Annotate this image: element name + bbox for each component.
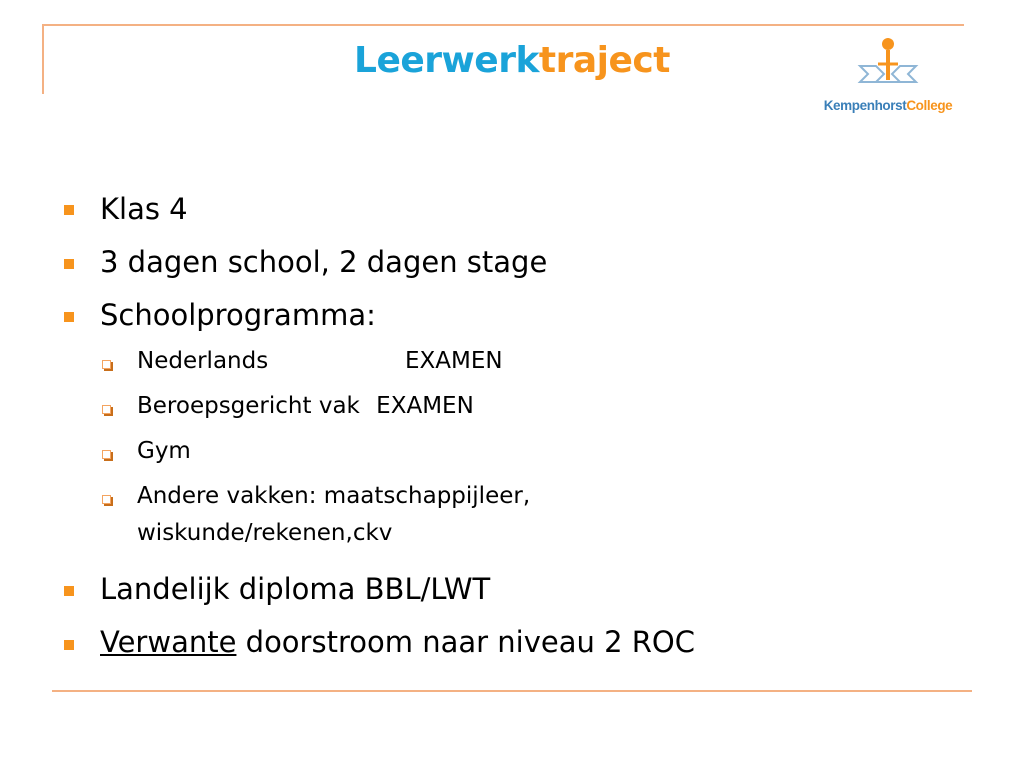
bottom-divider-line — [52, 690, 972, 692]
kempenhorst-logo — [808, 36, 968, 122]
bullet-item — [100, 625, 695, 659]
subject-label: Beroepsgericht vak — [137, 393, 360, 419]
sub-bullet-checkbox-icon — [102, 360, 111, 369]
sub-bullet-item — [137, 348, 503, 374]
sub-bullet-item-line-1: Andere vakken: maatschappijleer, — [137, 483, 531, 509]
title-part-2: traject — [538, 40, 670, 81]
exam-tag: EXAMEN — [376, 393, 474, 419]
logo-figure-icon — [854, 36, 922, 96]
exam-tag: EXAMEN — [405, 348, 503, 374]
bullet-item: Landelijk diploma BBL/LWT — [100, 572, 491, 606]
sub-bullet-item-line-2: wiskunde/rekenen,ckv — [137, 520, 393, 546]
underlined-word: Verwante — [100, 625, 237, 659]
bullet-item: Schoolprogramma: — [100, 298, 376, 332]
logo-name-part-2: College — [906, 98, 953, 113]
sub-bullet-checkbox-icon — [102, 450, 111, 459]
bullet-square-icon — [64, 586, 74, 596]
bullet-square-icon — [64, 205, 74, 215]
sub-bullet-checkbox-icon — [102, 405, 111, 414]
bullet-square-icon — [64, 259, 74, 269]
subject-label: Nederlands — [137, 348, 269, 374]
logo-wordmark — [808, 98, 968, 113]
title-part-1: Leerwerk — [354, 40, 539, 81]
logo-name-part-1: Kempenhorst — [823, 98, 907, 113]
bullet-square-icon — [64, 312, 74, 322]
top-divider-line — [42, 24, 964, 26]
sub-bullet-checkbox-icon — [102, 495, 111, 504]
bullet-item: 3 dagen school, 2 dagen stage — [100, 245, 548, 279]
bullet-square-icon — [64, 640, 74, 650]
sub-bullet-item: Gym — [137, 438, 191, 464]
bullet-rest-text: doorstroom naar niveau 2 ROC — [236, 625, 695, 659]
bullet-item: Klas 4 — [100, 192, 188, 226]
sub-bullet-item — [137, 393, 474, 419]
